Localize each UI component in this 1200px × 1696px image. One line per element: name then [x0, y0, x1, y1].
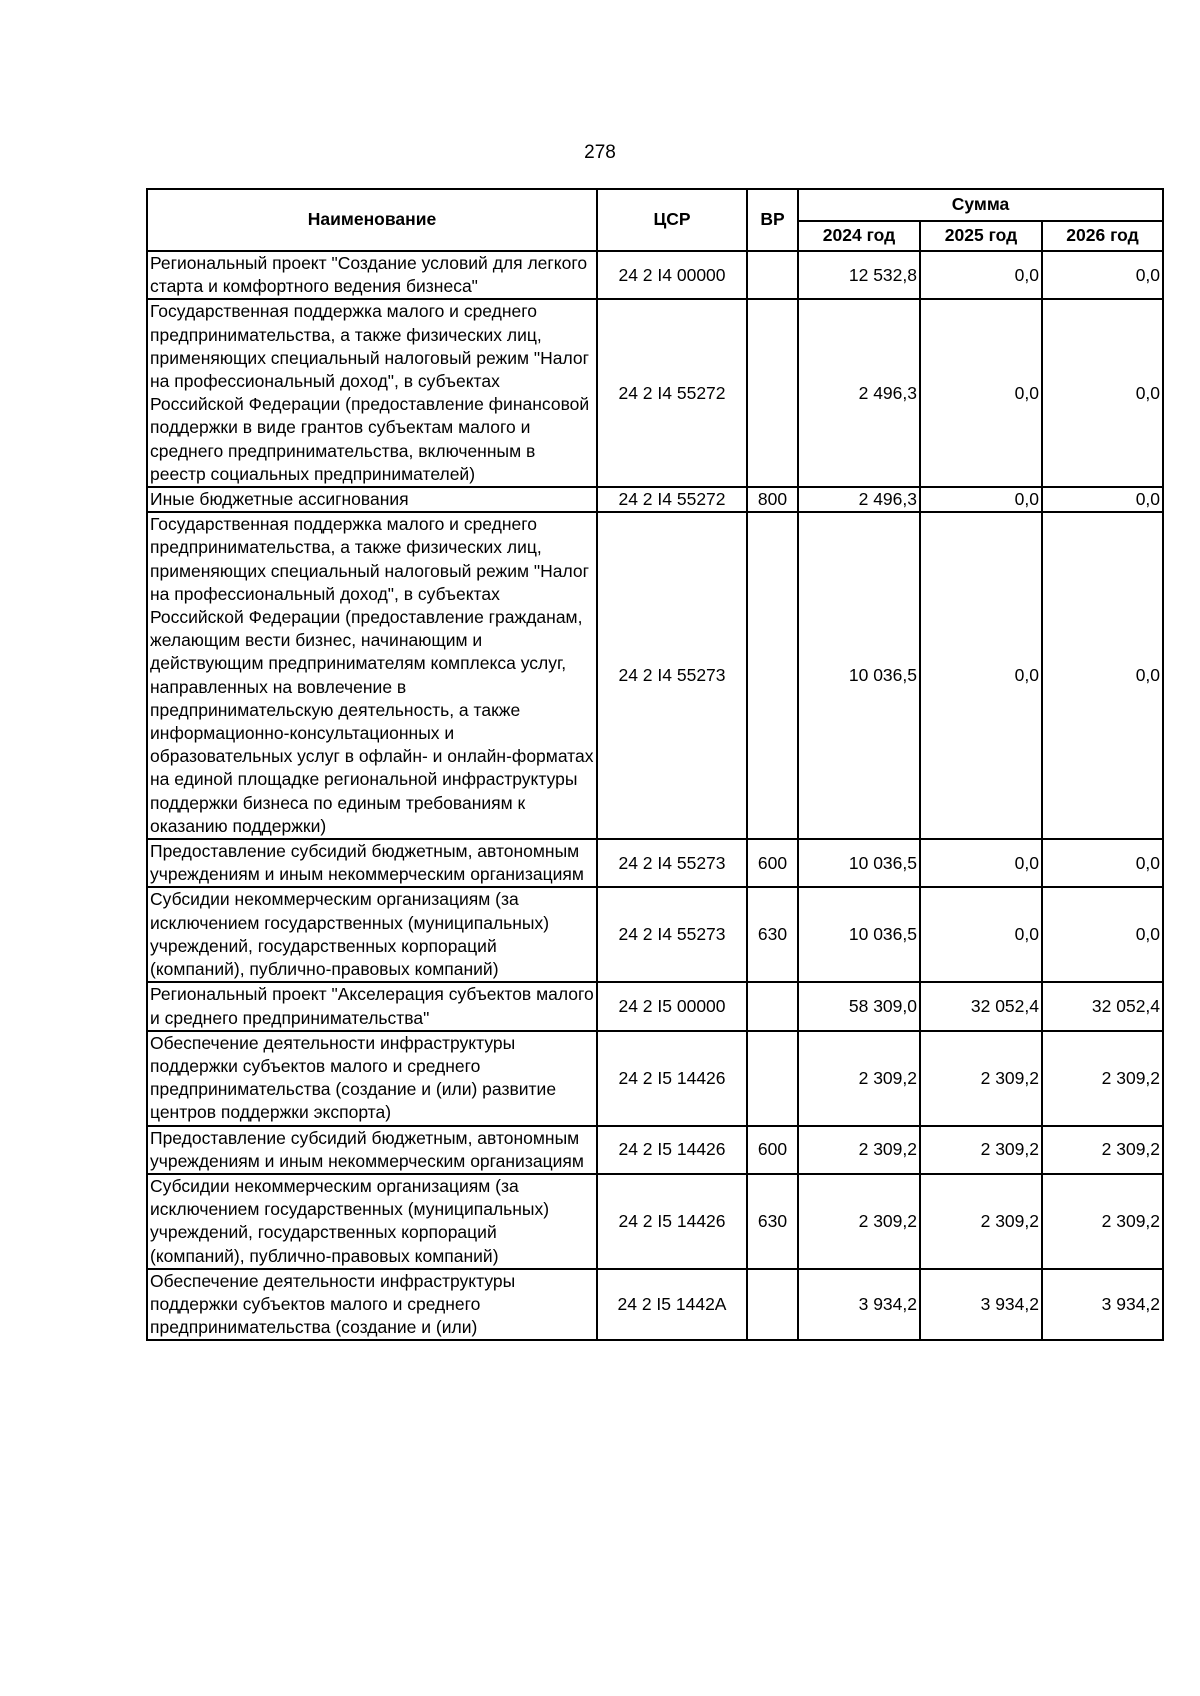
row-sum-2026: 0,0: [1042, 299, 1163, 487]
row-sum-2025: 2 309,2: [920, 1031, 1042, 1126]
row-sum-2025: 0,0: [920, 299, 1042, 487]
row-sum-2026: 0,0: [1042, 887, 1163, 982]
row-name: Иные бюджетные ассигнования: [147, 487, 597, 512]
table-row: [147, 1174, 1163, 1269]
row-sum-2025: 0,0: [920, 887, 1042, 982]
header-year-2025: 2025 год: [920, 221, 1042, 251]
row-vr: 630: [747, 1174, 798, 1269]
row-sum-2025: 32 052,4: [920, 982, 1042, 1030]
row-sum-2026: 2 309,2: [1042, 1031, 1163, 1126]
page-number: 278: [584, 142, 616, 163]
header-vr: ВР: [747, 189, 798, 251]
row-sum-2025: 3 934,2: [920, 1269, 1042, 1341]
row-vr: [747, 1269, 798, 1341]
table-row: [147, 1126, 1163, 1174]
row-sum-2026: 3 934,2: [1042, 1269, 1163, 1341]
row-csr: 24 2 I5 00000: [597, 982, 747, 1030]
row-sum-2026: 0,0: [1042, 839, 1163, 887]
header-year-2024: 2024 год: [798, 221, 920, 251]
row-csr: 24 2 I4 55272: [597, 487, 747, 512]
row-vr: 800: [747, 487, 798, 512]
row-name: Предоставление субсидий бюджетным, автономным учреждениям и иным некоммерческим организациям: [147, 1126, 597, 1174]
table-row: [147, 251, 1163, 299]
row-sum-2026: 0,0: [1042, 487, 1163, 512]
row-sum-2024: 3 934,2: [798, 1269, 920, 1341]
row-sum-2024: 10 036,5: [798, 887, 920, 982]
row-sum-2026: 2 309,2: [1042, 1174, 1163, 1269]
row-sum-2025: 0,0: [920, 487, 1042, 512]
row-sum-2024: 2 496,3: [798, 299, 920, 487]
header-year-2026: 2026 год: [1042, 221, 1163, 251]
row-sum-2025: 0,0: [920, 512, 1042, 839]
header-csr: ЦСР: [597, 189, 747, 251]
row-sum-2025: 2 309,2: [920, 1126, 1042, 1174]
row-vr: [747, 512, 798, 839]
row-csr: 24 2 I4 55273: [597, 512, 747, 839]
row-sum-2026: 32 052,4: [1042, 982, 1163, 1030]
row-csr: 24 2 I5 1442A: [597, 1269, 747, 1341]
row-sum-2024: 10 036,5: [798, 512, 920, 839]
table-row: [147, 839, 1163, 887]
row-name: Обеспечение деятельности инфраструктуры поддержки субъектов малого и среднего предпринимательства (создание и (или): [147, 1269, 597, 1341]
row-csr: 24 2 I4 55273: [597, 839, 747, 887]
row-vr: [747, 299, 798, 487]
row-csr: 24 2 I5 14426: [597, 1126, 747, 1174]
row-csr: 24 2 I4 55272: [597, 299, 747, 487]
table-row: [147, 887, 1163, 982]
row-name: Государственная поддержка малого и среднего предпринимательства, а также физических лиц, применяющих специальный налоговый режим "Налог на профессиональный доход", в субъектах Российской Федерации (предоставление финансовой поддержки в виде грантов субъектам малого и среднего предпринимательства, включенным в реестр социальных предпринимателей): [147, 299, 597, 487]
row-name: Предоставление субсидий бюджетным, автономным учреждениям и иным некоммерческим организациям: [147, 839, 597, 887]
row-name: Региональный проект "Акселерация субъектов малого и среднего предпринимательства": [147, 982, 597, 1030]
row-name: Обеспечение деятельности инфраструктуры поддержки субъектов малого и среднего предпринимательства (создание и (или) развитие центров поддержки экспорта): [147, 1031, 597, 1126]
row-sum-2026: 0,0: [1042, 512, 1163, 839]
row-sum-2024: 58 309,0: [798, 982, 920, 1030]
row-csr: 24 2 I4 00000: [597, 251, 747, 299]
row-sum-2025: 0,0: [920, 839, 1042, 887]
header-name: Наименование: [147, 189, 597, 251]
row-sum-2026: 2 309,2: [1042, 1126, 1163, 1174]
row-sum-2025: 0,0: [920, 251, 1042, 299]
header-sum: Сумма: [798, 189, 1163, 221]
row-name: Субсидии некоммерческим организациям (за исключением государственных (муниципальных) учреждений, государственных корпораций (компаний), публично-правовых компаний): [147, 1174, 597, 1269]
row-sum-2024: 2 309,2: [798, 1174, 920, 1269]
table-row: [147, 299, 1163, 487]
row-vr: 630: [747, 887, 798, 982]
table-row: [147, 982, 1163, 1030]
table-row: [147, 512, 1163, 839]
row-vr: [747, 1031, 798, 1126]
row-sum-2024: 12 532,8: [798, 251, 920, 299]
row-sum-2024: 2 496,3: [798, 487, 920, 512]
row-vr: 600: [747, 839, 798, 887]
row-name: Региональный проект "Создание условий для легкого старта и комфортного ведения бизнеса": [147, 251, 597, 299]
budget-table: [146, 188, 1164, 1341]
row-csr: 24 2 I5 14426: [597, 1174, 747, 1269]
table-body: [147, 251, 1163, 1340]
row-sum-2024: 10 036,5: [798, 839, 920, 887]
row-vr: 600: [747, 1126, 798, 1174]
table-row: [147, 1031, 1163, 1126]
row-csr: 24 2 I5 14426: [597, 1031, 747, 1126]
row-sum-2025: 2 309,2: [920, 1174, 1042, 1269]
row-name: Субсидии некоммерческим организациям (за исключением государственных (муниципальных) учреждений, государственных корпораций (компаний), публично-правовых компаний): [147, 887, 597, 982]
table-row: [147, 487, 1163, 512]
row-vr: [747, 982, 798, 1030]
row-sum-2024: 2 309,2: [798, 1126, 920, 1174]
row-sum-2026: 0,0: [1042, 251, 1163, 299]
row-name: Государственная поддержка малого и среднего предпринимательства, а также физических лиц, применяющих специальный налоговый режим "Налог на профессиональный доход", в субъектах Российской Федерации (предоставление гражданам, желающим вести бизнес, начинающим и действующим предпринимателям комплекса услуг, направленных на вовлечение в предпринимательскую деятельность, а также информационно-консультационных и образовательных услуг в офлайн- и онлайн-форматах на единой площадке региональной инфраструктуры поддержки бизнеса по единым требованиям к оказанию поддержки): [147, 512, 597, 839]
table-row: [147, 1269, 1163, 1341]
row-csr: 24 2 I4 55273: [597, 887, 747, 982]
row-sum-2024: 2 309,2: [798, 1031, 920, 1126]
table-header: [147, 189, 1163, 251]
row-vr: [747, 251, 798, 299]
